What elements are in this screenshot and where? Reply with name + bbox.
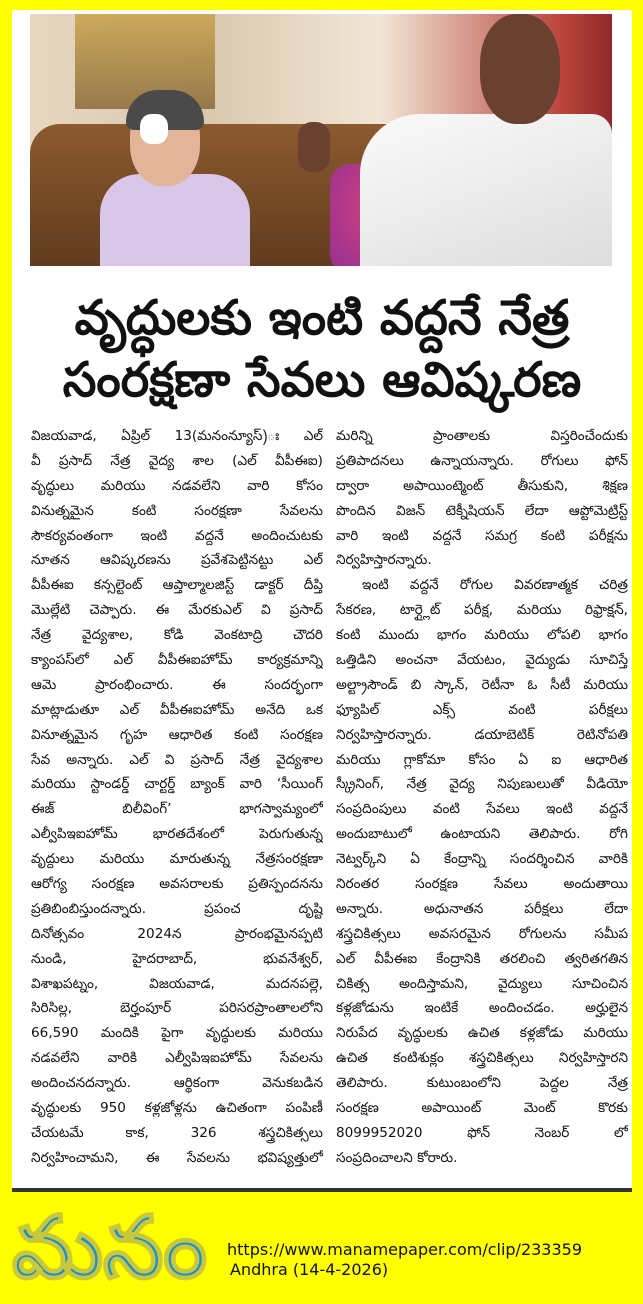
footer-source <box>227 1240 582 1280</box>
article-text-line: ఈజ్ బిలీవింగ్’ భాగస్వామ్యంలో <box>31 801 323 818</box>
article-text-line: వృద్ధులకు 950 కళ్లజోళ్లను ఉచితంగా పంపిణీ <box>31 1100 323 1117</box>
article-text-line: వినుత్నమైన కంటి సంరక్షణా సేవలను <box>31 502 323 519</box>
article-text-line: చేయటమే కాక, 326 శస్త్రచికిత్సలు <box>31 1124 323 1141</box>
article-text-line: నడవలేని వారికి ఎల్వీపిఇఐహోమ్ సేవలను <box>31 1050 323 1067</box>
article-right-column <box>336 424 628 1171</box>
article-text-line: నెట్వర్క్‌ని ఏ కేంద్రాన్ని సందర్శించిన వారికి <box>336 851 628 868</box>
article-text-line: ఫ్యూపిల్ ఎక్స్ వంటి పరీక్షలు <box>336 701 628 718</box>
manam-logo: మనం <box>12 1198 207 1298</box>
photo-doctor-hand <box>298 122 330 172</box>
article-left-column <box>31 424 323 1171</box>
article-text-line: మాట్లాడుతూ ఎల్ వీపీఈఐహోమ్ అనేది ఒక <box>31 701 323 718</box>
photo-eye-patch <box>140 114 168 144</box>
article-text-line: 66,590 మందికి పైగా వృద్ధులకు మరియు <box>31 1025 323 1042</box>
article-text-line: నుండి, హైదరాబాద్, భువనేశ్వర్, <box>31 950 323 967</box>
article-text-line: వినూత్నమైన గృహ ఆధారిత కంటి సంరక్షణ <box>31 726 323 743</box>
article-text-line: ఆరోగ్య సంరక్షణ అవసరాలకు ప్రతిస్పందనను <box>31 876 323 893</box>
article-text-line: ఆమె ప్రారంభించారు. ఈ సందర్భంగా <box>31 676 323 693</box>
article-text-line: అల్ట్రాసౌండ్ బి స్కాన్, రెటీనా ఓ సీటీ మరియు <box>336 676 628 693</box>
article-text-line: స్క్రీనింగ్, నేత్ర వైద్య నిపుణులుతో వీడియో <box>336 776 628 793</box>
article-text-line: మరిన్ని ప్రాంతాలకు విస్తరించేందుకు <box>336 428 628 444</box>
article-text-line: నిర్వహిస్తారన్నారు. <box>336 552 432 569</box>
article-text-line: ఎల్వీపిఇఐహోమ్ భారతదేశంలో పెరుగుతున్న <box>31 826 323 843</box>
article-text-line: నిర్వహిస్తారన్నారు. డయాబెటిక్ రెటినోపతి <box>336 726 628 743</box>
article-text-line: మొల్లేటి చెప్పారు. ఈ మేరకుఎల్ వి ప్రసాద్ <box>31 602 323 619</box>
article-text-line: పొందిన విజన్ టెక్నీషియన్ లేదా ఆప్టోమెట్రిస్ట్ <box>336 502 628 519</box>
article-text-line: వీ ప్రసాద్ నేత్ర వైద్య శాల (ఎల్ వీపీఈఐ) <box>31 452 323 469</box>
article-text-line: సంప్రదించాలని కోరారు. <box>336 1149 458 1166</box>
article-text-line: వృద్దులు మరియు మారుతున్న నేత్రసంరక్షణా <box>31 851 323 868</box>
article-text-line: వారి ఇంటి వద్దనే సమగ్ర కంటి పరీక్షను <box>336 527 628 544</box>
photo-patient-body <box>100 174 250 266</box>
article-text-line: ఇంటి వద్దనే రోగుల వివరణాత్మక చరిత్ర <box>362 577 628 594</box>
article-text-line: ఎల్ వీపీఈఐ కేంద్రానికి తరలించి త్వరితగతిన <box>336 950 628 967</box>
article-text-line: అందుబాటులో ఉంటాయని తెలిపారు. రోగి <box>336 826 628 843</box>
photo-doctor-coat <box>360 114 612 266</box>
article-text-line: నిరుపేద వృద్ధులకు ఉచిత కళ్లజోడు మరియు <box>336 1025 628 1042</box>
article-text-line: సౌకర్యవంతంగా ఇంటి వద్దనే అందించుటకు <box>31 527 323 544</box>
article-text-line: నిరంతర సంరక్షణ సేవలు అందుతాయి <box>336 876 628 893</box>
footer-divider <box>12 1188 632 1192</box>
article-text-line: ప్రతిపాదనలు ఉన్నాయన్నారు. రోగులు ఫోన్ <box>336 452 628 469</box>
article-text-line: సంప్రదింపులు వంటి సేవలు ఇంటి వద్దనే <box>336 801 628 818</box>
article-text-line: ద్వారా అపాయింట్మెంట్ తీసుకుని, శిక్షణ <box>336 477 628 494</box>
clip-url[interactable]: https://www.manamepaper.com/clip/233359 <box>227 1240 583 1259</box>
article-text-line: ప్రతిబింబిస్తుందన్నారు. ప్రపంచ దృష్టి <box>31 900 323 917</box>
article-photo <box>30 14 612 266</box>
article-text-line: చికిత్స అందిస్తామని, వైద్యులు సూచించిన <box>336 975 628 992</box>
article-text-line: అన్నారు. అధునాతన పరీక్షలు లేదా <box>336 900 628 917</box>
article-text-line: విశాఖపట్నం, విజయవాడ, మదనపల్లె, <box>31 975 323 992</box>
article-text-line: వీపీఈఐ కన్సల్టెంట్ ఆప్తాల్మాలజిస్ట్ డాక్టర్ దీప్తి <box>31 577 323 594</box>
headline-line-2: సంరక్షణా సేవలు ఆవిష్కరణ <box>62 352 582 408</box>
article-text-line: అందించనదన్నారు. ఆర్థికంగా వెనుకబడిన <box>31 1075 323 1092</box>
article-text-line: క్యాంపస్‌లో ఎల్ వీపీఈఐహోమ్ కార్యక్రమాన్ని <box>31 652 323 669</box>
article-text-line: దినోత్సవం 2024న ప్రారంభమైనప్పటి <box>31 925 323 942</box>
article-text-line: సిరిసిల్ల, బెర్హంపూర్ పరిసరప్రాంతాలలోని <box>31 1000 323 1017</box>
article-text-line: సేకరణ, టార్గ్లైట్ పరీక్ష, మరియు రిఫ్రాక్షన్, <box>336 602 628 619</box>
photo-doctor-head <box>480 14 560 124</box>
article-text-line: సంరక్షణ అపాయింట్ మెంట్ కొరకు <box>336 1100 628 1117</box>
article-text-line: వృద్ధులు మరియు నడవలేని వారి కోసం <box>31 477 323 494</box>
article-text-line: శస్త్రచికిత్సలు అవసరమైన రోగులను సమీప <box>336 925 628 942</box>
article-text-line: కంటి ముందు భాగం మరియు లోపలి భాగం <box>336 627 628 644</box>
article-text-line: సేవ అన్నారు. ఎల్ వి ప్రసాద్ నేత్ర వైద్యశాల <box>31 751 323 768</box>
headline-line-1: వృద్ధులకు ఇంటి వద్దనే నేత్ర <box>74 290 570 346</box>
article-text-line: మరియు గ్లాకోమా కోసం ఏ ఐ ఆధారిత <box>336 751 628 768</box>
article-text-line: 8099952020 ఫోన్ నెంబర్ లో <box>336 1124 628 1141</box>
article-text-line: మరియు స్టాండర్డ్ చార్టర్డ్ బ్యాంక్ వారి ‘సీయింగ్ <box>31 776 323 793</box>
article-text-line: నిర్వహించామని, ఈ సేవలను భవిష్యత్తులో <box>31 1149 323 1166</box>
article-text-line: నూతన ఆవిష్కరణను ప్రవేశపెట్టినట్టు ఎల్ <box>31 552 323 569</box>
article-text-line: విజయవాడ, ఏప్రిల్ 13(మనంన్యూస్)ః ఎల్ <box>31 428 323 444</box>
article-text-line: ఒత్తిడిని అంచనా వేయటం, వైద్యుడు సూచిస్తే <box>336 652 628 669</box>
article-text-line: కళ్లజోడును ఇంటికే అందించడం. అర్హులైన <box>336 1000 628 1017</box>
article-text-line: తెలిపారు. కుటుంబంలోని పెద్దల నేత్ర <box>336 1075 628 1092</box>
edition-date: Andhra (14-4-2026) <box>230 1260 389 1279</box>
article-text-line: నేత్ర వైద్యశాల, కోడి వెంకటాద్రి చౌదరి <box>31 627 323 644</box>
article-text-line: ఉచిత కంటిశుక్లం శస్త్రచికిత్సలు నిర్వహిస్తారని <box>336 1050 628 1067</box>
